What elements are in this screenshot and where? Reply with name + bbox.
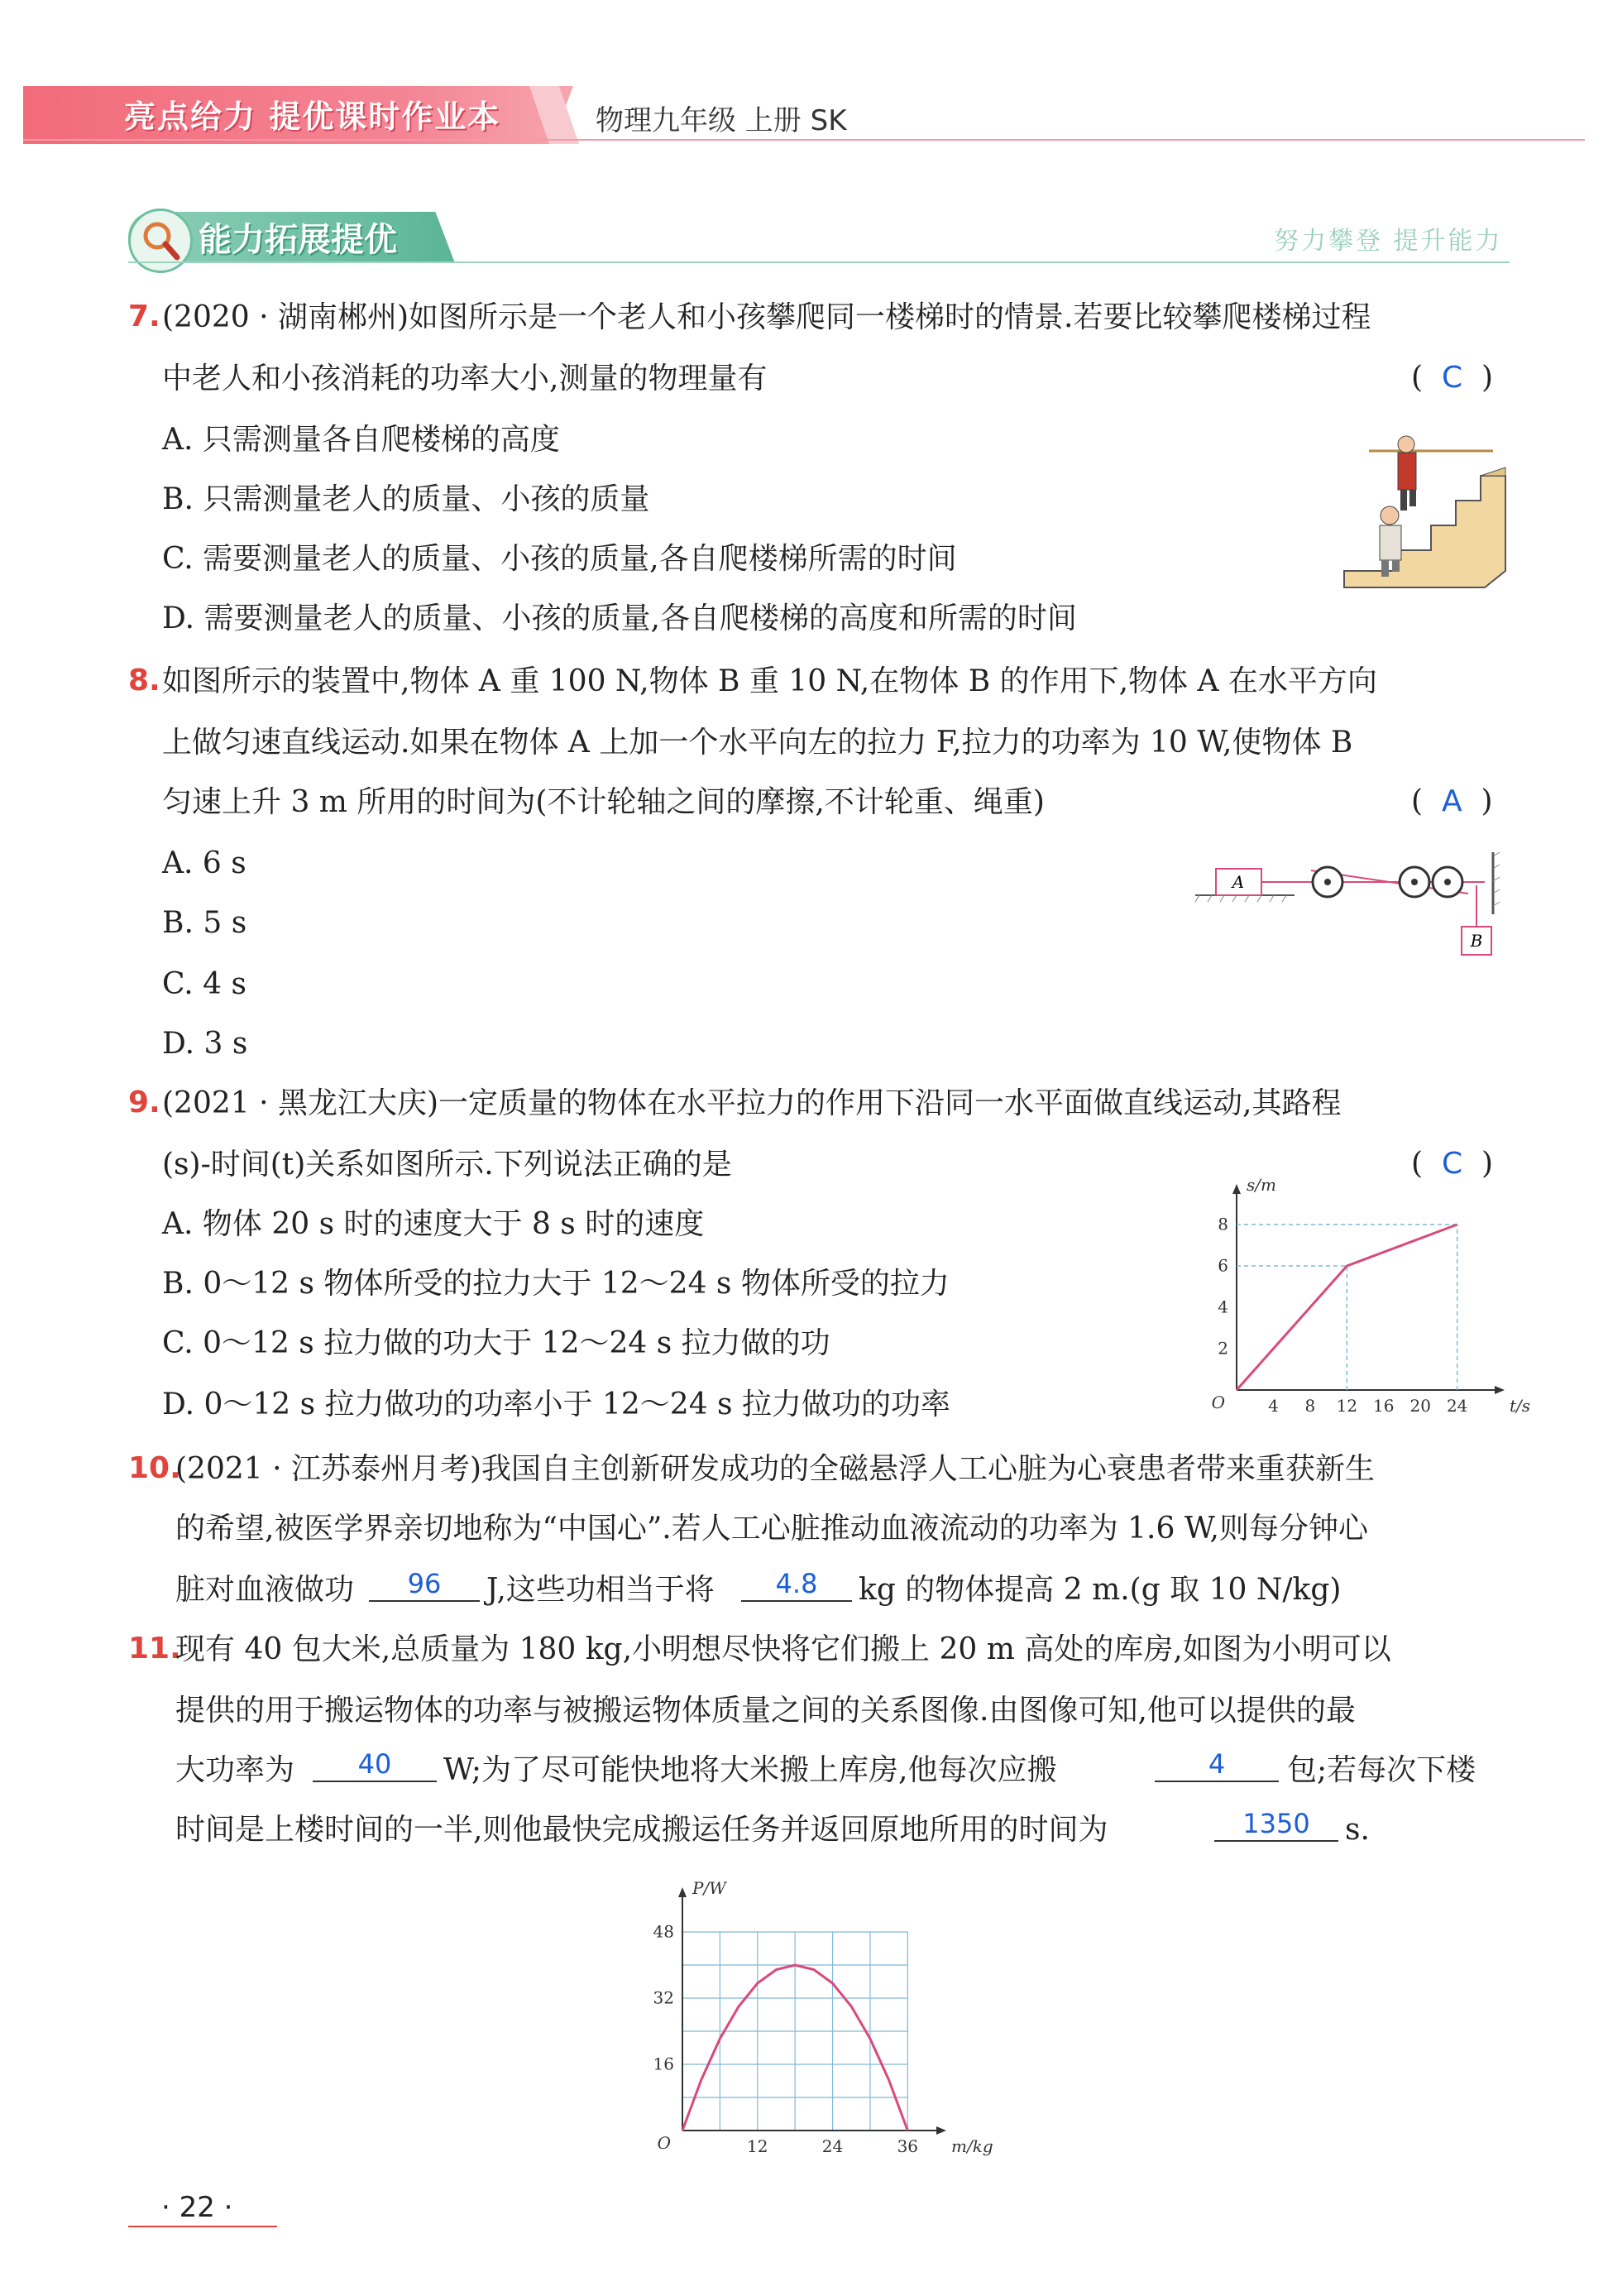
q8-stem-line1: 如图所示的装置中,物体 A 重 100 N,物体 B 重 10 N,在物体 B 的作用下,物体 A 在水平方向 <box>162 664 1377 698</box>
q10-stem-line2: 的希望,被医学界亲切地称为“中国心”.若人工心脏推动血液流动的功率为 1.6 W,则每分钟心 <box>175 1512 1368 1546</box>
x-tick-label: 36 <box>897 2136 919 2156</box>
q8-answer: ( A ) <box>1411 784 1493 818</box>
q10-number: 10. <box>128 1451 181 1485</box>
q10-blank2: 4.8 <box>741 1567 852 1602</box>
block-a-label: A <box>1232 872 1245 892</box>
book-series-title: 亮点给力 提优课时作业本 <box>124 98 501 135</box>
page-number: · 22 · <box>161 2191 233 2224</box>
q8-option-b: B. 5 s <box>162 906 247 940</box>
x-tick-label: 4 <box>1268 1396 1279 1416</box>
q9-number: 9. <box>128 1086 160 1119</box>
y-tick-label: 48 <box>653 1921 674 1942</box>
q11-stem-line2: 提供的用于搬运物体的功率与被搬运物体质量之间的关系图像.由图像可知,他可以提供的最 <box>175 1694 1356 1728</box>
q11-blank1: 40 <box>313 1747 437 1782</box>
header-divider <box>23 139 1585 141</box>
x-axis-arrow <box>936 2126 946 2135</box>
y-tick-label: 2 <box>1218 1338 1228 1359</box>
q9-option-a: A. 物体 20 s 时的速度大于 8 s 时的速度 <box>162 1207 705 1241</box>
q9-option-d: D. 0～12 s 拉力做功的功率小于 12～24 s 拉力做功的功率 <box>162 1388 950 1421</box>
y-axis-label: s/m <box>1247 1175 1276 1195</box>
section-divider <box>128 261 1510 263</box>
y-tick-label: 4 <box>1218 1297 1228 1317</box>
magnifier-icon <box>128 209 193 273</box>
x-tick-label: 24 <box>821 2136 844 2156</box>
q9-stem-line1: (2021 · 黑龙江大庆)一定质量的物体在水平拉力的作用下沿同一水平面做直线运动,其路程 <box>162 1086 1342 1120</box>
section-title: 能力拓展提优 <box>199 221 397 259</box>
q11-blank3: 1350 <box>1214 1807 1338 1842</box>
book-subject-title: 物理九年级 上册 SK <box>596 104 847 137</box>
x-tick-label: 16 <box>1373 1396 1395 1416</box>
q9-answer-value: C <box>1441 1147 1463 1181</box>
x-axis-label: t/s <box>1510 1396 1531 1416</box>
q7-option-a: A. 只需测量各自爬楼梯的高度 <box>162 423 560 457</box>
q7-answer: ( C ) <box>1411 361 1494 395</box>
x-axis-arrow <box>1495 1386 1505 1394</box>
q11-stem-line4a: 时间是上楼时间的一半,则他最快完成搬运任务并返回原地所用的时间为 <box>175 1813 1108 1847</box>
q11-stem-line3c: 包;若每次下楼 <box>1287 1753 1476 1787</box>
q9-answer: ( C ) <box>1411 1147 1494 1181</box>
origin-label: O <box>657 2133 671 2153</box>
q10-stem-line3a: 脏对血液做功 <box>175 1573 355 1607</box>
q10-stem-line3c: kg 的物体提高 2 m.(g 取 10 N/kg) <box>859 1573 1342 1607</box>
q8-stem-line3: 匀速上升 3 m 所用的时间为(不计轮轴之间的摩擦,不计轮重、绳重) <box>162 785 1045 819</box>
q11-blank2: 4 <box>1155 1747 1279 1782</box>
pulley-system-diagram <box>1195 836 1510 968</box>
q7-answer-value: C <box>1441 361 1463 395</box>
origin-label: O <box>1211 1392 1225 1412</box>
q9-option-c: C. 0～12 s 拉力做的功大于 12～24 s 拉力做的功 <box>162 1326 830 1360</box>
x-tick-label: 8 <box>1304 1396 1316 1416</box>
q10-stem-line3b: J,这些功相当于将 <box>486 1573 715 1607</box>
x-tick-label: 12 <box>747 2136 768 2156</box>
q8-option-a: A. 6 s <box>162 846 246 880</box>
q11-number: 11. <box>128 1632 181 1666</box>
q11-stem-line3b: W;为了尽可能快地将大米搬上库房,他每次应搬 <box>443 1753 1057 1787</box>
q8-option-c: C. 4 s <box>162 967 246 1001</box>
q8-answer-value: A <box>1441 784 1462 818</box>
q7-option-b: B. 只需测量老人的质量、小孩的质量 <box>162 482 650 516</box>
q7-stem-line1: (2020 · 湖南郴州)如图所示是一个老人和小孩攀爬同一楼梯时的情景.若要比较攀爬楼梯过程 <box>162 300 1371 334</box>
x-tick-label: 12 <box>1336 1396 1358 1416</box>
distance-time-chart <box>1208 1175 1531 1423</box>
q7-number: 7. <box>128 300 160 333</box>
stairs-climbing-illustration <box>1344 418 1510 596</box>
block-b-label: B <box>1470 931 1483 951</box>
y-tick-label: 16 <box>653 2054 674 2074</box>
power-mass-chart <box>645 1866 993 2164</box>
page-number-underline <box>128 2226 277 2227</box>
y-tick-label: 8 <box>1218 1214 1228 1234</box>
q8-number: 8. <box>128 664 160 697</box>
q7-stem-line2: 中老人和小孩消耗的功率大小,测量的物理量有 <box>162 362 768 395</box>
q7-option-d: D. 需要测量老人的质量、小孩的质量,各自爬楼梯的高度和所需的时间 <box>162 602 1077 635</box>
y-tick-label: 32 <box>653 1987 674 2008</box>
section-slogan: 努力攀登 提升能力 <box>1274 227 1503 256</box>
y-axis-label: P/W <box>692 1878 726 1898</box>
q11-stem-line1: 现有 40 包大米,总质量为 180 kg,小明想尽快将它们搬上 20 m 高处的库房,如图为小明可以 <box>175 1632 1391 1666</box>
q9-option-b: B. 0～12 s 物体所受的拉力大于 12～24 s 物体所受的拉力 <box>162 1267 950 1301</box>
q8-option-d: D. 3 s <box>162 1027 248 1061</box>
q9-stem-line2: (s)-时间(t)关系如图所示.下列说法正确的是 <box>162 1148 732 1182</box>
q11-stem-line3a: 大功率为 <box>175 1753 295 1787</box>
q7-option-c: C. 需要测量老人的质量、小孩的质量,各自爬楼梯所需的时间 <box>162 542 957 576</box>
y-axis-arrow <box>1232 1184 1241 1194</box>
q10-blank1: 96 <box>369 1567 480 1602</box>
x-tick-label: 20 <box>1409 1396 1431 1416</box>
x-tick-label: 24 <box>1446 1396 1468 1416</box>
y-tick-label: 6 <box>1218 1255 1228 1276</box>
q11-stem-line4b: s. <box>1345 1813 1370 1847</box>
y-axis-arrow <box>678 1887 687 1897</box>
q8-stem-line2: 上做匀速直线运动.如果在物体 A 上加一个水平向左的拉力 F,拉力的功率为 10 W,使物体 B <box>162 726 1353 760</box>
x-axis-label: m/kg <box>951 2136 993 2156</box>
q10-stem-line1: (2021 · 江苏泰州月考)我国自主创新研发成功的全磁悬浮人工心脏为心衰患者带来重获新生 <box>175 1452 1376 1486</box>
